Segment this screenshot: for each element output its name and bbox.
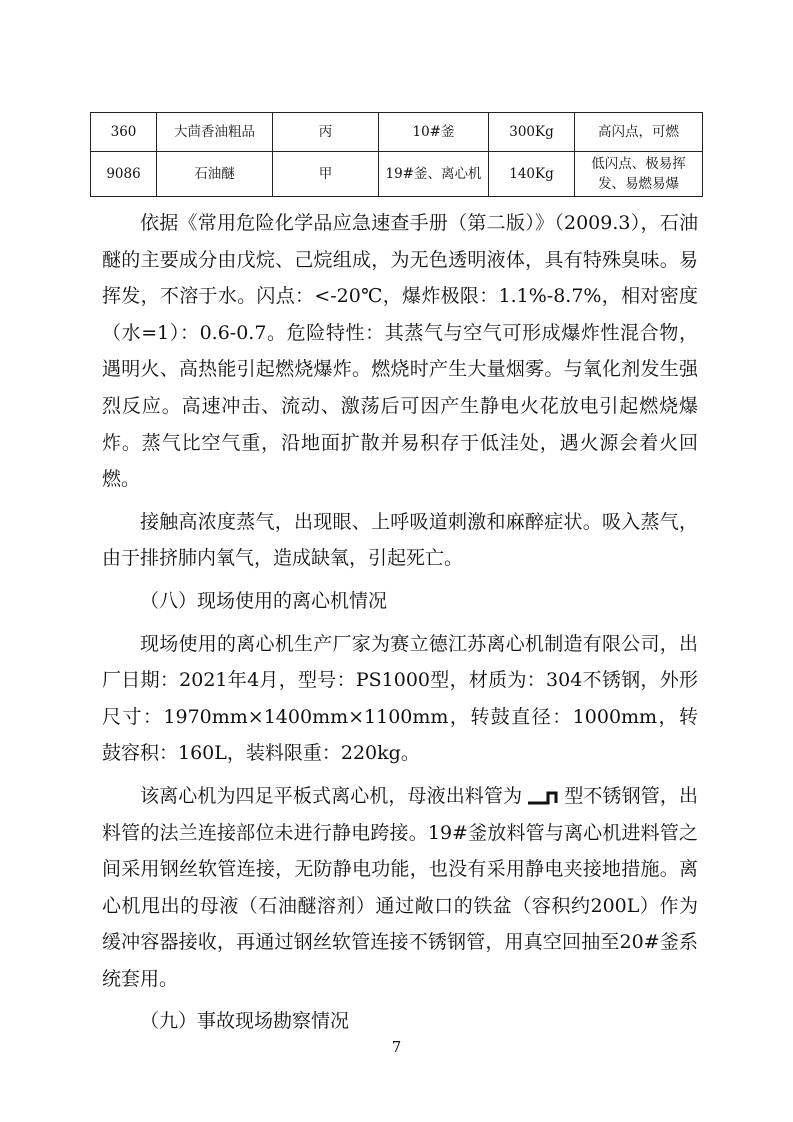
paragraph-petroleum-ether-properties: 依据《常用危险化学品应急速查手册（第二版）》（2009.3），石油醚的主要成分由戊烷、己烷组成，为无色透明液体，具有特殊臭味。易挥发，不溶于水。闪点：<-20℃，爆炸极限：1.1%-8.7%，相对密度（水=1）：0.6-0.7。危险特性：其蒸气与空气可形成爆炸性混合物，遇明火、高热能引起燃烧爆炸。燃烧时产生大量烟雾。与氧化剂发生强烈反应。高速冲击、流动、激荡后可因产生静电火花放电引起燃烧爆炸。蒸气比空气重，沿地面扩散并易积存于低洼处，遇火源会着火回燃。 — [102, 212, 698, 491]
table-cell-no: 360 — [91, 113, 157, 152]
paragraph-text-end: 型不锈钢管，出料管的法兰连接部位未进行静电跨接。19#釜放料管与离心机进料管之间采用钢丝软管连接，无防静电功能，也没有采用静电夹接地措施。离心机甩出的母液（石油醚溶剂）通过敞口的铁盆（容积约200L）作为缓冲容器接收，再通过钢丝软管连接不锈钢管，用真空回抽至20#釜系统套用。 — [102, 784, 698, 990]
hazardous-chemicals-table — [90, 112, 703, 197]
page-number: 7 — [391, 1038, 402, 1056]
paragraph-exposure-effects: 接触高浓度蒸气，出现眼、上呼吸道刺激和麻醉症状。吸入蒸气，由于排挤肺内氧气，造成缺氧，引起死亡。 — [102, 510, 698, 570]
table-cell-feature: 高闪点，可燃 — [575, 113, 703, 152]
table-cell-class: 丙 — [273, 113, 379, 152]
table-cell-no: 9086 — [91, 152, 157, 197]
paragraph-centrifuge-specs: 现场使用的离心机生产厂家为赛立德江苏离心机制造有限公司，出厂日期：2021年4月，型号：PS1000型，材质为：304不锈钢，外形尺寸：1970mm×1400mm×1100mm，转鼓直径：1000mm，转鼓容积：160L，装料限重：220kg。 — [102, 632, 698, 765]
table-row — [91, 113, 703, 152]
table-cell-name: 大茴香油粗品 — [157, 113, 273, 152]
discharge-pipe-shape-icon — [526, 788, 560, 806]
document-body — [102, 205, 698, 1040]
table-cell-location: 10#釜 — [379, 113, 489, 152]
table-cell-amount: 300Kg — [489, 113, 575, 152]
table-cell-location: 19#釜、离心机 — [379, 152, 489, 197]
paragraph-text-start: 该离心机为四足平板式离心机，母液出料管为 — [140, 784, 523, 807]
paragraph-centrifuge-setup — [102, 778, 698, 998]
table-cell-feature: 低闪点、极易挥发、易燃易爆 — [575, 152, 703, 197]
table-row — [91, 152, 703, 197]
table-cell-name: 石油醚 — [157, 152, 273, 197]
section-heading-site-survey: （九）事故现场勘察情况 — [140, 1010, 350, 1033]
section-heading-centrifuge: （八）现场使用的离心机情况 — [140, 589, 388, 612]
table-cell-amount: 140Kg — [489, 152, 575, 197]
table-cell-class: 甲 — [273, 152, 379, 197]
